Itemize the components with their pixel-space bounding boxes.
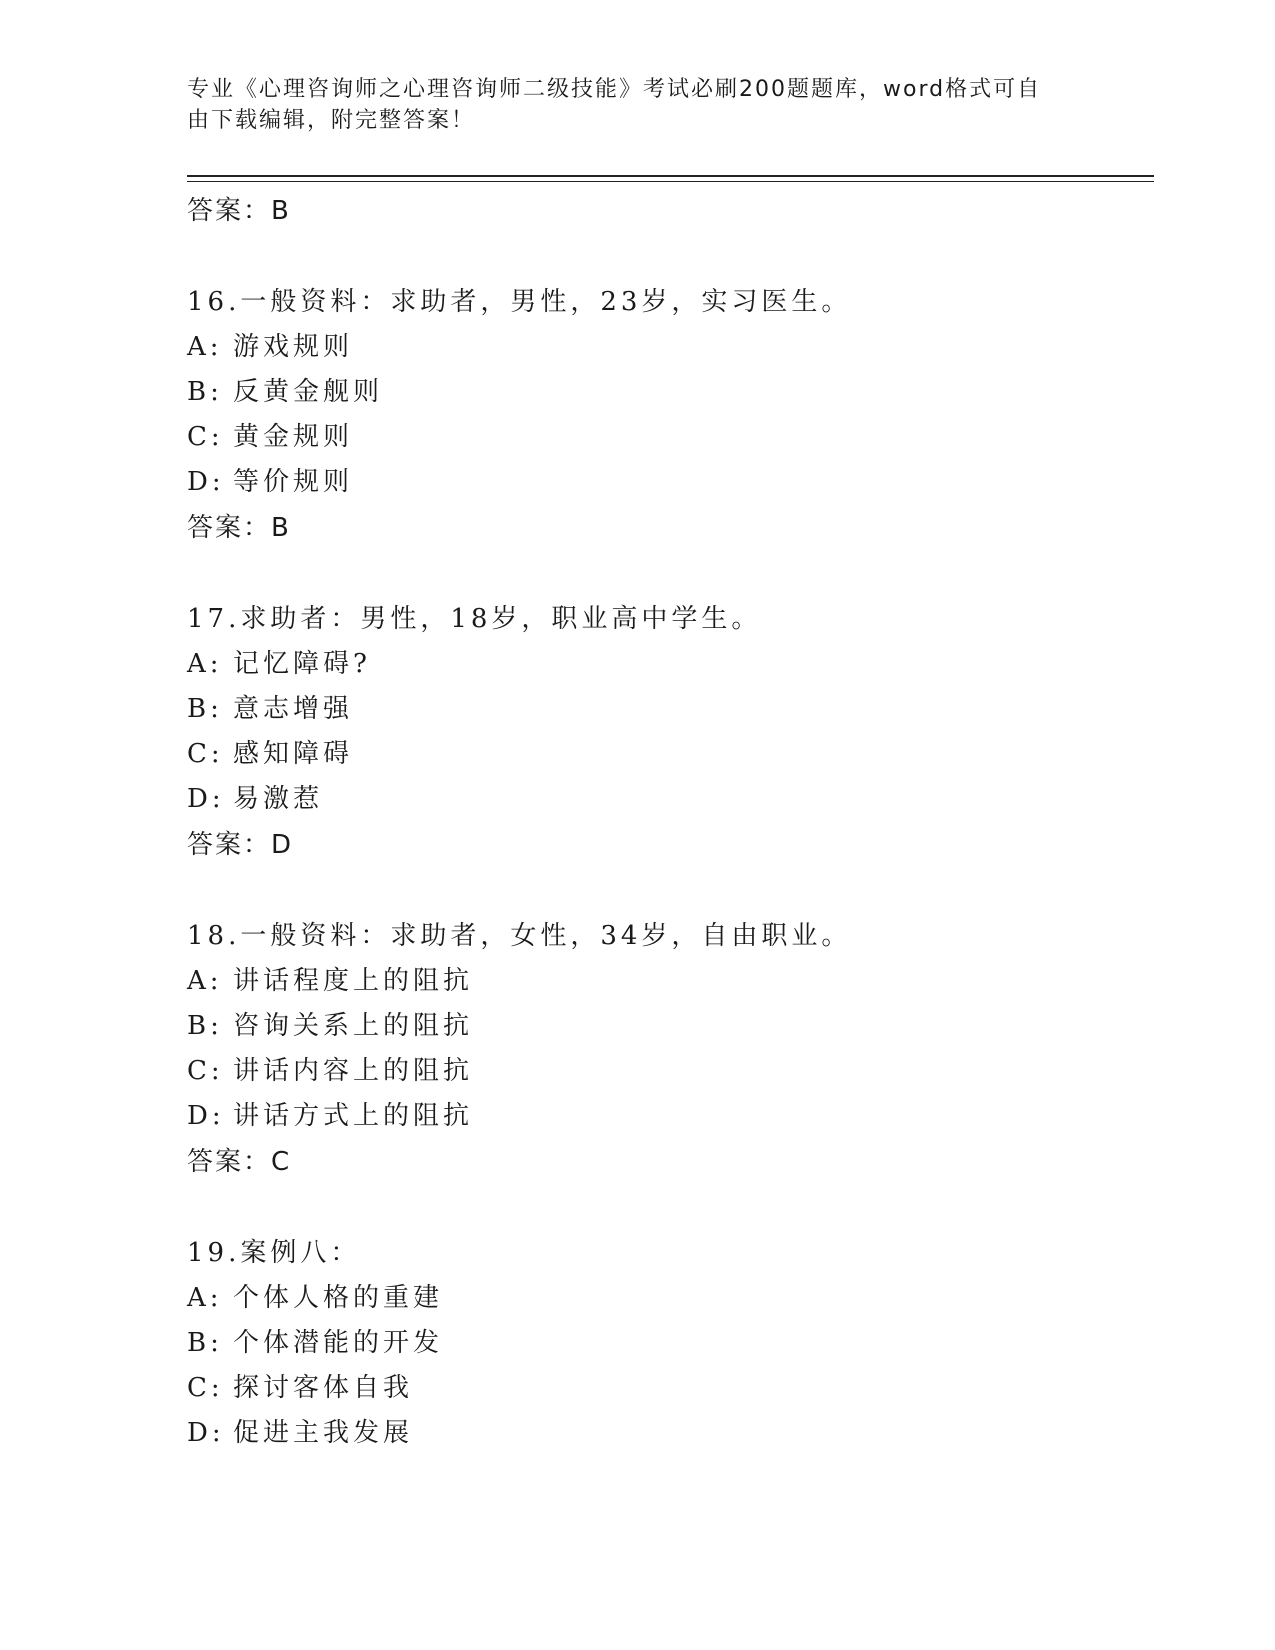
option-d — [187, 460, 1147, 505]
option-b — [187, 370, 1147, 415]
option-letter: D: — [187, 1101, 225, 1131]
header-line-2: 由下载编辑，附完整答案！ — [187, 108, 476, 133]
option-text: 讲话方式上的阻抗 — [233, 1101, 474, 1131]
header-divider-thin — [187, 181, 1154, 182]
option-d — [187, 1411, 1147, 1456]
question-block — [187, 1231, 1147, 1456]
option-text: 黄金规则 — [233, 422, 354, 452]
question-title: 19.案例八： — [187, 1238, 361, 1268]
question-block — [187, 914, 1147, 1185]
option-b — [187, 687, 1147, 732]
option-c — [187, 415, 1147, 460]
option-letter: A: — [187, 332, 223, 362]
option-letter: B: — [187, 1328, 223, 1358]
option-text: 个体潜能的开发 — [233, 1328, 444, 1358]
option-letter: B: — [187, 694, 223, 724]
header-divider-thick — [187, 175, 1154, 177]
option-text: 记忆障碍? — [233, 649, 371, 679]
question-title: 16.一般资料：求助者，男性，23岁，实习医生。 — [187, 287, 852, 317]
option-c — [187, 1366, 1147, 1411]
option-letter: A: — [187, 966, 223, 996]
option-letter: C: — [187, 739, 224, 769]
question-content — [187, 188, 1147, 1456]
option-text: 促进主我发展 — [233, 1418, 414, 1448]
option-letter: C: — [187, 1373, 224, 1403]
option-text: 反黄金舰则 — [233, 377, 384, 407]
option-text: 个体人格的重建 — [233, 1283, 444, 1313]
option-d — [187, 777, 1147, 822]
option-a — [187, 1276, 1147, 1321]
option-letter: B: — [187, 377, 223, 407]
answer-line: 答案：B — [187, 513, 291, 543]
option-letter: B: — [187, 1011, 223, 1041]
option-a — [187, 642, 1147, 687]
option-text: 探讨客体自我 — [233, 1373, 414, 1403]
header-line-1: 专业《心理咨询师之心理咨询师二级技能》考试必刷200题题库，word格式可自 — [187, 77, 1042, 102]
option-text: 易激惹 — [233, 784, 324, 814]
option-letter: D: — [187, 467, 225, 497]
option-text: 意志增强 — [233, 694, 354, 724]
option-a — [187, 959, 1147, 1004]
option-a — [187, 325, 1147, 370]
document-header — [187, 74, 1067, 136]
option-text: 感知障碍 — [233, 739, 354, 769]
answer-line: 答案：D — [187, 830, 294, 860]
option-letter: C: — [187, 422, 224, 452]
option-text: 咨询关系上的阻抗 — [233, 1011, 474, 1041]
question-block — [187, 597, 1147, 868]
option-letter: A: — [187, 649, 223, 679]
question-block — [187, 280, 1147, 551]
option-letter: D: — [187, 784, 225, 814]
option-letter: C: — [187, 1056, 224, 1086]
option-d — [187, 1094, 1147, 1139]
option-c — [187, 732, 1147, 777]
option-b — [187, 1004, 1147, 1049]
answer-line: 答案：C — [187, 1147, 292, 1177]
option-text: 讲话内容上的阻抗 — [233, 1056, 474, 1086]
option-letter: A: — [187, 1283, 223, 1313]
option-text: 讲话程度上的阻抗 — [233, 966, 474, 996]
option-b — [187, 1321, 1147, 1366]
option-text: 游戏规则 — [233, 332, 354, 362]
question-title: 18.一般资料：求助者，女性，34岁，自由职业。 — [187, 921, 852, 951]
option-letter: D: — [187, 1418, 225, 1448]
question-title: 17.求助者：男性，18岁，职业高中学生。 — [187, 604, 762, 634]
answer-line: 答案：B — [187, 196, 291, 226]
option-text: 等价规则 — [233, 467, 354, 497]
option-c — [187, 1049, 1147, 1094]
